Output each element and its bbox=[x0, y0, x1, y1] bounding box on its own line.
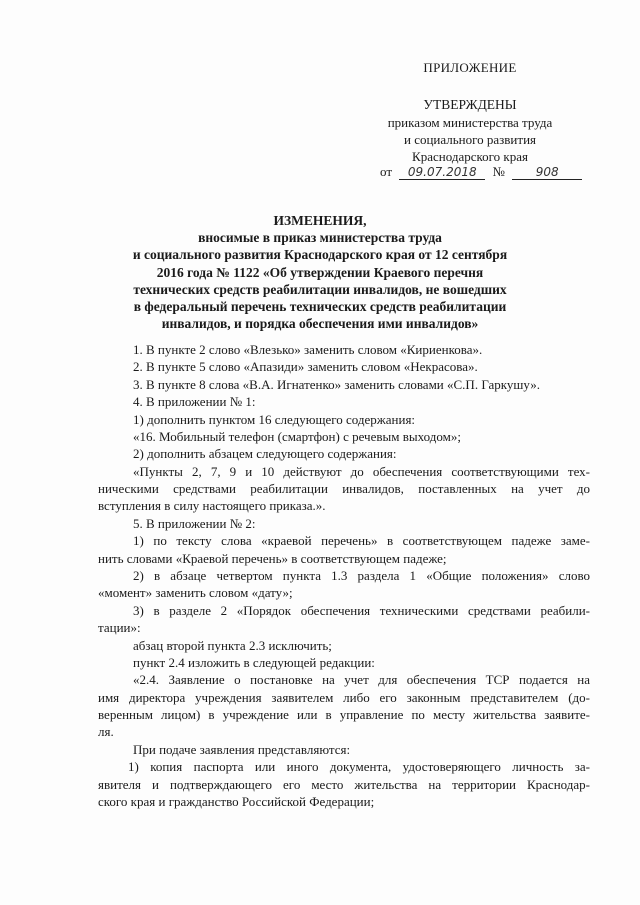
title-line: вносимые в приказ министерства труда bbox=[198, 230, 442, 246]
order-date-number bbox=[380, 164, 582, 180]
date-prefix: от bbox=[380, 164, 393, 179]
body-line: веренным лицом) в учреждение или в управление по месту жительства заявите- bbox=[98, 707, 590, 722]
body-line: 1. В пункте 2 слово «Влезько» заменить словом «Кириенкова». bbox=[133, 342, 483, 357]
body-line: ническими средствами реабилитации инвалидов, поставленных на учет до bbox=[98, 481, 590, 496]
approved-label: УТВЕРЖДЕНЫ bbox=[423, 97, 517, 112]
approval-line-2: и социального развития bbox=[403, 132, 537, 147]
body-line: имя директора учреждения заявителем либо его законным представителем (до- bbox=[98, 690, 590, 705]
approval-line-3: Краснодарского края bbox=[412, 149, 528, 164]
body-line: 5. В приложении № 2: bbox=[133, 516, 256, 531]
body-line: 1) дополнить пунктом 16 следующего содержания: bbox=[133, 412, 416, 427]
body-line: 4. В приложении № 1: bbox=[133, 394, 256, 409]
body-line: вступления в силу настоящего приказа.». bbox=[98, 498, 326, 513]
body-line: 2) в абзаце четвертом пункта 1.3 раздела 1 «Общие положения» слово bbox=[133, 568, 590, 583]
handwritten-date: 09.07.2018 bbox=[399, 165, 485, 180]
body-line: 2. В пункте 5 слово «Апазиди» заменить словом «Некрасова». bbox=[133, 359, 478, 374]
body-line: «16. Мобильный телефон (смартфон) с речевым выходом»; bbox=[133, 429, 461, 444]
body-line: явителя и подтверждающего его место жительства на территории Краснодар- bbox=[98, 777, 590, 792]
body-line: пункт 2.4 изложить в следующей редакции: bbox=[133, 655, 375, 670]
body-line: ля. bbox=[98, 724, 114, 739]
document-title bbox=[100, 212, 540, 332]
body-line: 3. В пункте 8 слова «В.А. Игнатенко» заменить словами «С.П. Гаркушу». bbox=[133, 377, 540, 392]
title-line: технических средств реабилитации инвалидов, не вошедших bbox=[133, 281, 507, 297]
body-line: При подаче заявления представляются: bbox=[133, 742, 351, 757]
title-heading: ИЗМЕНЕНИЯ, bbox=[273, 213, 367, 228]
approval-line-1: приказом министерства труда bbox=[387, 115, 553, 130]
title-line: инвалидов, и порядка обеспечения ими инвалидов» bbox=[161, 316, 479, 332]
body-line: 2) дополнить абзацем следующего содержания: bbox=[133, 446, 397, 461]
title-line: 2016 года № 1122 «Об утверждении Краевого перечня bbox=[156, 264, 484, 280]
title-line: и социального развития Краснодарского края от 12 сентября bbox=[132, 247, 508, 263]
number-prefix: № bbox=[492, 164, 505, 179]
body-line: тации»: bbox=[98, 620, 141, 635]
body-line: 3) в разделе 2 «Порядок обеспечения техническими средствами реабили- bbox=[133, 603, 590, 618]
body-line: нить словами «Краевой перечень» в соответствующем падеже; bbox=[98, 551, 447, 566]
handwritten-number: 908 bbox=[512, 165, 582, 180]
appendix-label: ПРИЛОЖЕНИЕ bbox=[423, 60, 517, 75]
body-line: 1) копия паспорта или иного документа, удостоверяющего личность за- bbox=[128, 759, 590, 774]
body-line: абзац второй пункта 2.3 исключить; bbox=[133, 638, 332, 653]
body-line: «момент» заменить словом «дату»; bbox=[98, 585, 293, 600]
body-line: «Пункты 2, 7, 9 и 10 действуют до обеспечения соответствующими тех- bbox=[133, 464, 590, 479]
body-line: 1) по тексту слова «краевой перечень» в соответствующем падеже заме- bbox=[133, 533, 590, 548]
body-line: «2.4. Заявление о постановке на учет для обеспечения ТСР подается на bbox=[133, 672, 590, 687]
title-line: в федеральный перечень технических средств реабилитации bbox=[133, 299, 507, 315]
body-line: ского края и гражданство Российской Федерации; bbox=[98, 794, 375, 809]
